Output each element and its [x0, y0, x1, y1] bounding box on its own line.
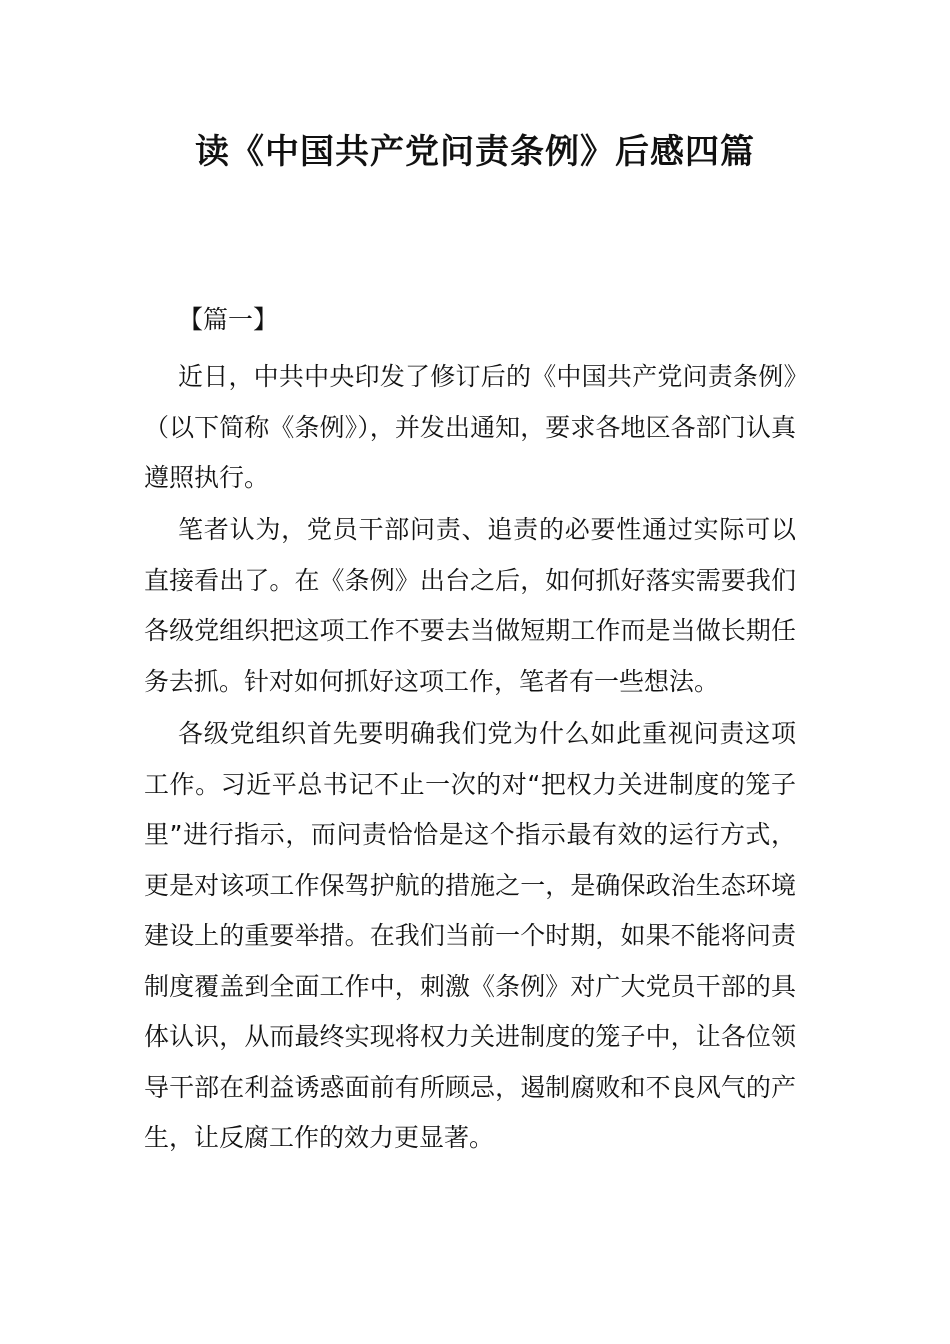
paragraph-1: 近日，中共中央印发了修订后的《中国共产党问责条例》（以下简称《条例》），并发出通知，要求各地区各部门认真遵照执行。 [144, 362, 796, 492]
section-label: 【篇一】 [178, 305, 279, 334]
document-title: 读《中国共产党问责条例》后感四篇 [195, 132, 755, 172]
paragraph-3: 各级党组织首先要明确我们党为什么如此重视问责这项工作。习近平总书记不止一次的对“把权力关进制度的笼子里”进行指示，而问责恰恰是这个指示最有效的运行方式，更是对该项工作保驾护航的措施之一，是确保政治生态环境建设上的重要举措。在我们当前一个时期，如果不能将问责制度覆盖到全面工作中，刺激《条例》对广大党员干部的具体认识，从而最终实现将权力关进制度的笼子中，让各位领导干部在利益诱惑面前有所顾忌，遏制腐败和不良风气的产生，让反腐工作的效力更显著。 [144, 719, 796, 1152]
paragraph-2: 笔者认为，党员干部问责、追责的必要性通过实际可以直接看出了。在《条例》出台之后，如何抓好落实需要我们各级党组织把这项工作不要去当做短期工作而是当做长期任务去抓。针对如何抓好这项工作，笔者有一些想法。 [144, 515, 796, 696]
